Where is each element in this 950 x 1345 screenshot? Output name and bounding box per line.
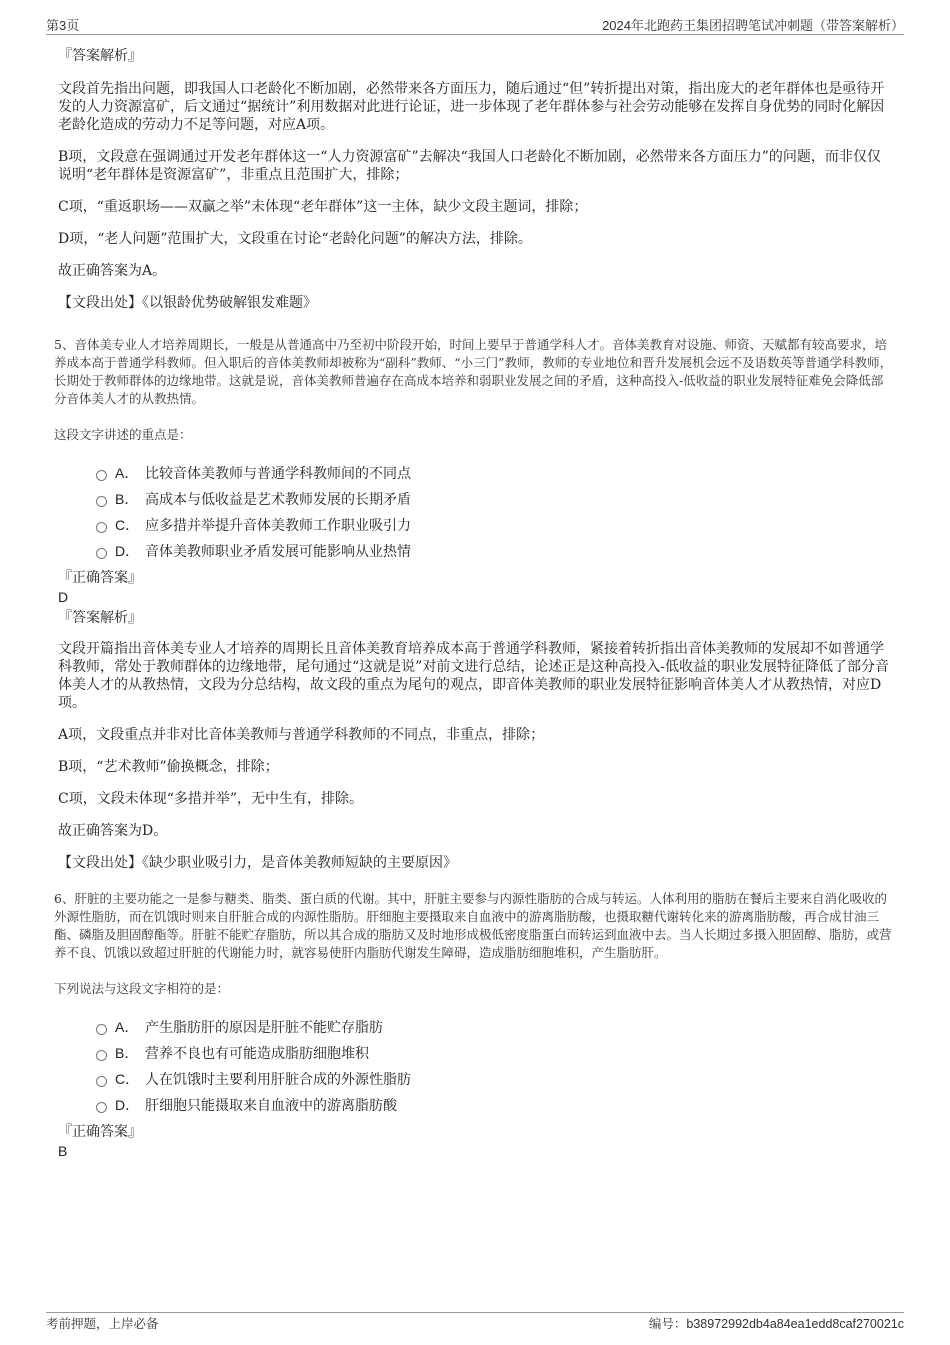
option-d[interactable]: D． 肝细胞只能摄取来自血液中的游离脂肪酸	[96, 1092, 894, 1118]
radio-icon[interactable]	[96, 496, 107, 507]
option-a[interactable]: A． 产生脂肪肝的原因是肝脏不能贮存脂肪	[96, 1014, 894, 1040]
page-footer	[46, 1312, 904, 1333]
question-6	[54, 890, 894, 1160]
source: 【文段出处】《以银龄优势破解银发难题》	[58, 295, 317, 311]
answer-value: D	[58, 589, 69, 605]
radio-icon[interactable]	[96, 522, 107, 533]
radio-icon[interactable]	[96, 1050, 107, 1061]
option-list	[58, 460, 894, 564]
question-stem: 5、音体美专业人才培养周期长，一般是从普通高中乃至初中阶段开始，时间上要早于普通学科人才。音体美教育对设施、师资、天赋都有较高要求，培养成本高于普通学科教师。但入职后的音体美教师却被称为“副科”教师、“小三门”教师，教师的专业地位和晋升发展机会远不及语数英等普通学科教师，长期处于教师群体的边缘地带。这就是说，音体美教师普遍存在高成本培养和弱职业发展之间的矛盾，这种高投入-低收益的职业发展特征难免会降低部分音体美人才的从教热情。	[54, 337, 893, 406]
conclusion: 故正确答案为D。	[58, 823, 168, 839]
option-b[interactable]: B． 高成本与低收益是艺术教师发展的长期矛盾	[96, 486, 894, 512]
analysis-option-b: B项，“艺术教师”偷换概念，排除；	[58, 759, 279, 775]
analysis-option-c: C项，文段未体现“多措并举”，无中生有，排除。	[58, 791, 364, 807]
option-c[interactable]: C． 应多措并举提升音体美教师工作职业吸引力	[96, 512, 894, 538]
radio-icon[interactable]	[96, 1102, 107, 1113]
analysis-label: 『答案解析』	[58, 48, 142, 64]
conclusion: 故正确答案为A。	[58, 263, 167, 279]
analysis-text: 文段首先指出问题，即我国人口老龄化不断加剧，必然带来各方面压力，随后通过“但”转折提出对策，指出庞大的老年群体也是亟待开发的人力资源富矿，后文通过“据统计”利用数据对此进行论证，进一步体现了老年群体参与社会劳动能够在发挥自身优势的同时化解因老龄化造成的劳动力不足等问题，对应A项。	[58, 81, 885, 133]
analysis-option-b: B项，文段意在强调通过开发老年群体这一“人力资源富矿”去解决“我国人口老龄化不断加剧，必然带来各方面压力”的问题，而非仅仅说明“老年群体是资源富矿”，非重点且范围扩大，排除；	[58, 149, 881, 183]
answer-label: 『正确答案』	[58, 1124, 142, 1140]
question-stem: 6、肝脏的主要功能之一是参与糖类、脂类、蛋白质的代谢。其中，肝脏主要参与内源性脂肪的合成与转运。人体利用的脂肪在餐后主要来自消化吸收的外源性脂肪，而在饥饿时则来自肝脏合成的内源性脂肪。肝细胞主要摄取来自血液中的游离脂肪酸，也摄取糖代谢转化来的游离脂肪酸，再合成甘油三酯、磷脂及胆固醇酯等。肝脏不能贮存脂肪，所以其合成的脂肪又及时地形成极低密度脂蛋白而转运到血液中去。当人长期过多摄入胆固醇、脂肪，或营养不良、饥饿以致超过肝脏的代谢能力时，就容易使肝内脂肪代谢发生障碍，造成脂肪细胞堆积，产生脂肪肝。	[54, 891, 892, 960]
document-code: 编号：b38972992db4a84ea1edd8caf270021c	[648, 1317, 904, 1331]
radio-icon[interactable]	[96, 1076, 107, 1087]
document-title: 2024年北跑药王集团招聘笔试冲刺题（带答案解析）	[602, 17, 904, 33]
option-list	[58, 1014, 894, 1118]
radio-icon[interactable]	[96, 470, 107, 481]
option-c[interactable]: C． 人在饥饿时主要利用肝脏合成的外源性脂肪	[96, 1066, 894, 1092]
question-prompt: 下列说法与这段文字相符的是：	[54, 981, 230, 996]
question-prompt: 这段文字讲述的重点是：	[54, 427, 192, 442]
page-header	[46, 14, 904, 35]
radio-icon[interactable]	[96, 548, 107, 559]
analysis-label: 『答案解析』	[58, 610, 142, 626]
source: 【文段出处】《缺少职业吸引力，是音体美教师短缺的主要原因》	[58, 855, 457, 871]
page-content	[54, 46, 894, 1160]
radio-icon[interactable]	[96, 1024, 107, 1035]
page-number: 第3页	[46, 17, 80, 33]
option-b[interactable]: B． 营养不良也有可能造成脂肪细胞堆积	[96, 1040, 894, 1066]
analysis-text: 文段开篇指出音体美专业人才培养的周期长且音体美教育培养成本高于普通学科教师，紧接着转折指出音体美教师的发展却不如普通学科教师，常处于教师群体的边缘地带，尾句通过“这就是说”对前文进行总结，论述正是这种高投入-低收益的职业发展特征降低了部分音体美人才的从教热情，文段为分总结构，故文段的重点为尾句的观点，即音体美教师的职业发展特征影响音体美人才从教热情，对应D项。	[58, 641, 890, 711]
answer-value: B	[58, 1143, 68, 1159]
analysis-option-c: C项，“重返职场——双赢之举”未体现“老年群体”这一主体，缺少文段主题词，排除；	[58, 199, 588, 215]
answer-label: 『正确答案』	[58, 570, 142, 586]
analysis-option-a: A项，文段重点并非对比音体美教师与普通学科教师的不同点，非重点，排除；	[58, 727, 545, 743]
option-d[interactable]: D． 音体美教师职业矛盾发展可能影响从业热情	[96, 538, 894, 564]
option-a[interactable]: A． 比较音体美教师与普通学科教师间的不同点	[96, 460, 894, 486]
analysis-option-d: D项，“老人问题”范围扩大，文段重在讨论“老龄化问题”的解决方法，排除。	[58, 231, 532, 247]
footer-slogan: 考前押题，上岸必备	[46, 1317, 159, 1331]
question-5	[54, 336, 894, 872]
